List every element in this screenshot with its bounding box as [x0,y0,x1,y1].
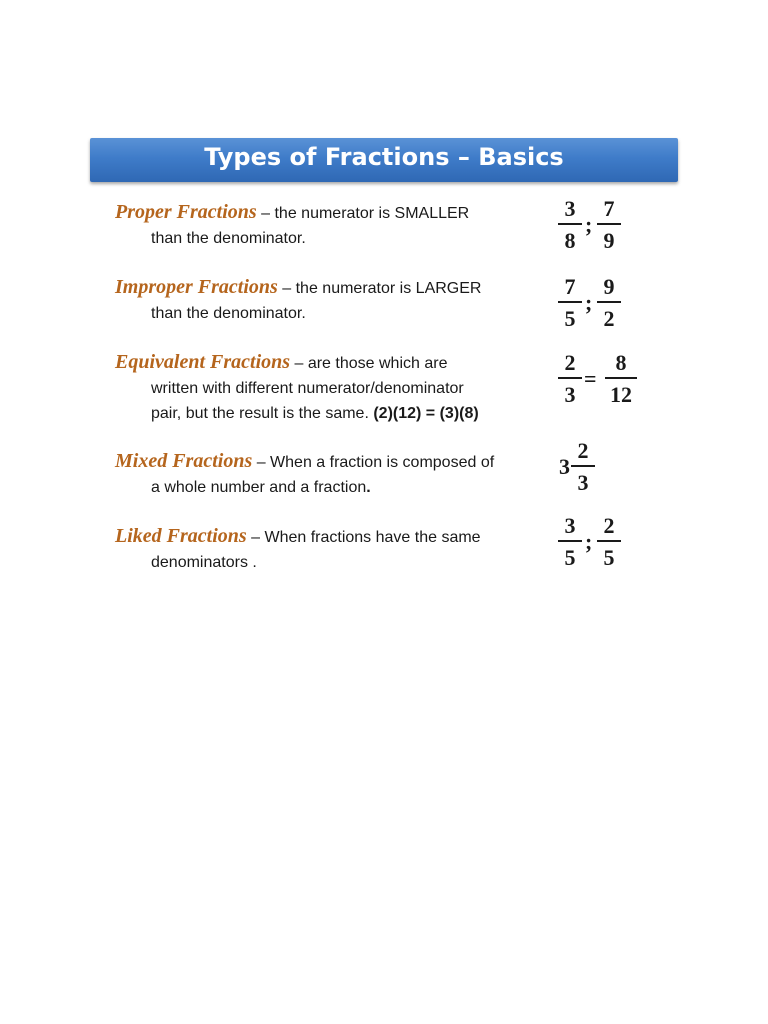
numerator: 8 [615,350,627,375]
definition-proper-fractions [115,200,555,251]
fraction-bar [605,377,637,379]
term-mixed-fractions: Mixed Fractions [115,450,253,472]
term-equivalent-fractions: Equivalent Fractions [115,351,291,373]
dash: – [290,355,308,372]
denominator: 2 [603,306,615,331]
term-liked-fractions: Liked Fractions [115,525,247,547]
denominator: 8 [564,228,576,253]
separator: ; [585,212,593,237]
fraction-bar [597,223,621,225]
period: . [366,479,371,496]
definition-text: written with different numerator/denominator [151,380,464,397]
fraction-bar [571,465,595,467]
fraction-bar [597,301,621,303]
definition-text: a whole number and a fraction [151,479,367,496]
fraction-bar [558,540,582,542]
term-proper-fractions: Proper Fractions [115,201,257,223]
definition-equivalent-fractions [115,350,555,426]
numerator: 2 [564,350,576,375]
numerator: 7 [564,274,576,299]
denominator: 9 [603,228,615,253]
definition-text: pair, but the result is the same. [151,405,369,422]
definition-text: denominators . [151,554,257,571]
title-banner [90,138,678,182]
separator: ; [585,290,593,315]
definition-text: than the denominator. [151,305,306,322]
separator: ; [585,529,593,554]
denominator: 3 [564,382,576,407]
fraction-bar [597,540,621,542]
term-improper-fractions: Improper Fractions [115,276,278,298]
definition-text: the numerator is SMALLER [274,205,470,222]
fraction [557,513,583,571]
equivalence-check: (2)(12) = (3)(8) [373,405,479,422]
fraction [557,274,583,332]
definition-improper-fractions [115,275,555,326]
denominator: 5 [603,545,615,570]
fraction [570,438,596,496]
denominator: 5 [564,306,576,331]
definition-text: than the denominator. [151,230,306,247]
fraction [557,350,583,408]
dash: – [277,280,296,297]
denominator: 12 [610,382,632,407]
numerator: 2 [603,513,615,538]
fraction-bar [558,301,582,303]
fraction-bar [558,377,582,379]
dash: – [252,454,271,471]
definition-mixed-fractions [115,449,555,500]
fraction-bar [558,223,582,225]
dash: – [246,529,265,546]
dash: – [256,205,275,222]
numerator: 3 [564,513,576,538]
numerator: 7 [603,196,615,221]
denominator: 3 [577,470,589,495]
fraction [596,196,622,254]
definition-liked-fractions [115,524,555,575]
page-title: Types of Fractions – Basics [204,143,564,171]
numerator: 2 [577,438,589,463]
fraction [557,196,583,254]
fraction [596,513,622,571]
definition-text: When a fraction is composed of [270,454,495,471]
equals-sign: = [584,366,597,391]
numerator: 9 [603,274,615,299]
definition-text: the numerator is LARGER [295,280,482,297]
denominator: 5 [564,545,576,570]
fraction [604,350,638,408]
whole-number: 3 [559,454,570,479]
fraction [596,274,622,332]
definition-text: When fractions have the same [264,529,481,546]
definition-text: are those which are [307,355,448,372]
numerator: 3 [564,196,576,221]
